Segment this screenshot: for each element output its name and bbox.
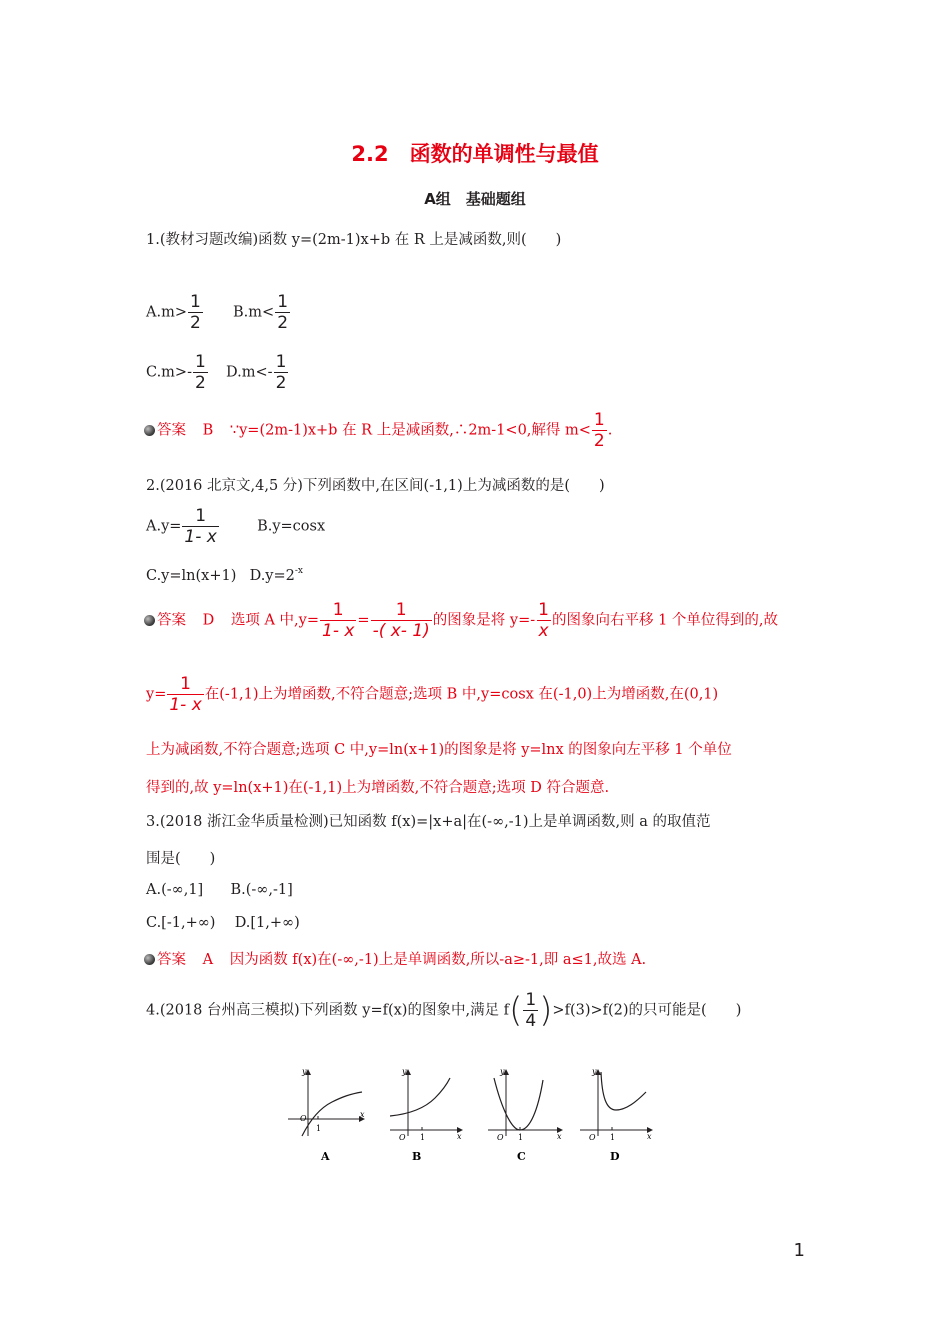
tick-label: 1 — [518, 1133, 524, 1142]
q3-stem-line1: 3.(2018 浙江金华质量检测)已知函数 f(x)=|x+a|在(-∞,-1)上是单调函数,则 a 的取值范 — [146, 814, 711, 830]
q2-options-cd: C.y=ln(x+1) $D.y=2^{-x}$ — [146, 566, 304, 584]
graph-b — [390, 1067, 462, 1163]
q2-answer-line4: 得到的,故 y=ln(x+1)在(-1,1)上为增函数,不符合题意;选项 D 符合题意. — [146, 780, 610, 796]
tick-label: 1 — [420, 1133, 426, 1142]
fraction-half: $\frac{1}{2}$ — [195, 352, 206, 393]
graph-label-b: B — [412, 1150, 422, 1163]
q3-option-d: D.[1,+∞) — [234, 915, 300, 931]
axis-y-label: y — [402, 1067, 407, 1076]
q1-stem: 1.(教材习题改编)函数 y=(2m-1)x+b 在 R 上是减函数,则( ) — [146, 232, 562, 248]
axis-y-label: y — [500, 1067, 505, 1076]
q1-options-ab — [146, 292, 291, 333]
q2-option-c: C.y=ln(x+1) — [146, 568, 237, 584]
q2-option-b: B.y=cosx — [257, 518, 326, 535]
answer-icon — [144, 954, 155, 965]
q2-answer-line3: 上为减函数,不符合题意;选项 C 中,y=ln(x+1)的图象是将 y=lnx 的图象向左平移 1 个单位 — [146, 742, 732, 758]
q3-option-b: B.(-∞,-1] — [230, 882, 293, 898]
graph-label-a: A — [321, 1150, 330, 1163]
axis-x-label: x — [457, 1132, 462, 1141]
answer-icon — [144, 425, 155, 436]
origin-label: O — [497, 1133, 504, 1142]
q4-graphs — [280, 1058, 680, 1173]
page-number: 1 — [793, 1240, 805, 1261]
axis-x-label: x — [557, 1132, 562, 1141]
origin-label: O — [300, 1114, 307, 1123]
fraction-half: $\frac{1}{2}$ — [189, 292, 201, 333]
q3-options-ab — [146, 882, 293, 898]
origin-label: O — [399, 1133, 406, 1142]
q2-stem: 2.(2016 北京文,4,5 分)下列函数中,在区间(-1,1)上为减函数的是( ) — [146, 478, 605, 494]
q3-option-c: C.[-1,+∞) — [146, 915, 216, 931]
section-title: 2.2 函数的单调性与最值 — [351, 142, 599, 166]
fraction-half: $\frac{1}{2}$ — [277, 292, 289, 333]
q1-option-b: B.m< — [233, 304, 275, 321]
graph-a — [288, 1067, 365, 1163]
fraction: $\frac{1}{1- x}$ — [184, 506, 217, 547]
paren-right: ) — [539, 990, 553, 1031]
fraction: $\frac{1}{x}$ — [538, 600, 549, 641]
graph-d — [580, 1067, 652, 1163]
q1-option-a: A.m> — [146, 304, 187, 321]
answer-icon — [144, 615, 155, 626]
q2-answer-line1: 答案 D 选项 A 中,y= $\frac{1}{1- x}$ = $\frac{1}{-( x- 1)}$ 的图象是将 y=- $\frac{1}{x}$ 的图象向右平移 1 个单位得到的,故 — [144, 600, 778, 641]
q1-option-c: C.m>- — [146, 364, 192, 381]
q1-options-cd — [146, 352, 289, 393]
q3-option-a: A.(-∞,1] — [146, 882, 204, 898]
tick-label: 1 — [610, 1133, 616, 1142]
axis-y-label: y — [592, 1067, 597, 1076]
q1-answer: 答案 B ∵y=(2m-1)x+b 在 R 上是减函数,∴2m-1<0,解得 m< $\frac{1}{2}$ . — [144, 410, 612, 451]
q4-stem: 4.(2018 台州高三模拟)下列函数 y=f(x)的图象中,满足 f( $\frac{1}{4}$ )>f(3)>f(2)的只可能是( ) — [146, 990, 742, 1031]
group-heading: A组 基础题组 — [424, 190, 526, 208]
graph-label-c: C — [517, 1150, 526, 1163]
origin-label: O — [589, 1133, 596, 1142]
q3-options-cd — [146, 915, 300, 931]
fraction: $\frac{1}{1- x}$ — [322, 600, 355, 641]
fraction-quarter: $\frac{1}{4}$ — [525, 990, 537, 1031]
q3-answer: 答案 A 因为函数 f(x)在(-∞,-1)上是单调函数,所以-a≥-1,即 a≤1,故选 A. — [144, 948, 646, 969]
graph-label-d: D — [610, 1150, 620, 1163]
q3-stem-line2: 围是( ) — [146, 851, 216, 867]
fraction-half: $\frac{1}{2}$ — [275, 352, 287, 393]
fraction: $\frac{1}{-( x- 1)}$ — [372, 600, 430, 641]
q2-option-a: A.y= — [146, 518, 182, 535]
fraction: $\frac{1}{1- x}$ — [169, 674, 202, 715]
q2-option-d: D.y=2 — [249, 568, 295, 584]
q2-answer-line2: y= $\frac{1}{1- x}$ 在(-1,1)上为增函数,不符合题意;选项 B 中,y=cosx 在(-1,0)上为增函数,在(0,1) — [146, 674, 719, 715]
axis-y-label: y — [302, 1067, 307, 1076]
fraction-half: $\frac{1}{2}$ — [593, 410, 605, 451]
graph-c — [488, 1067, 562, 1163]
q1-option-d: D.m<- — [226, 364, 273, 381]
tick-label: 1 — [316, 1124, 322, 1133]
axis-x-label: x — [647, 1132, 652, 1141]
paren-left: ( — [509, 990, 523, 1031]
q2-options-ab — [146, 506, 325, 547]
axis-x-label: x — [360, 1110, 365, 1119]
